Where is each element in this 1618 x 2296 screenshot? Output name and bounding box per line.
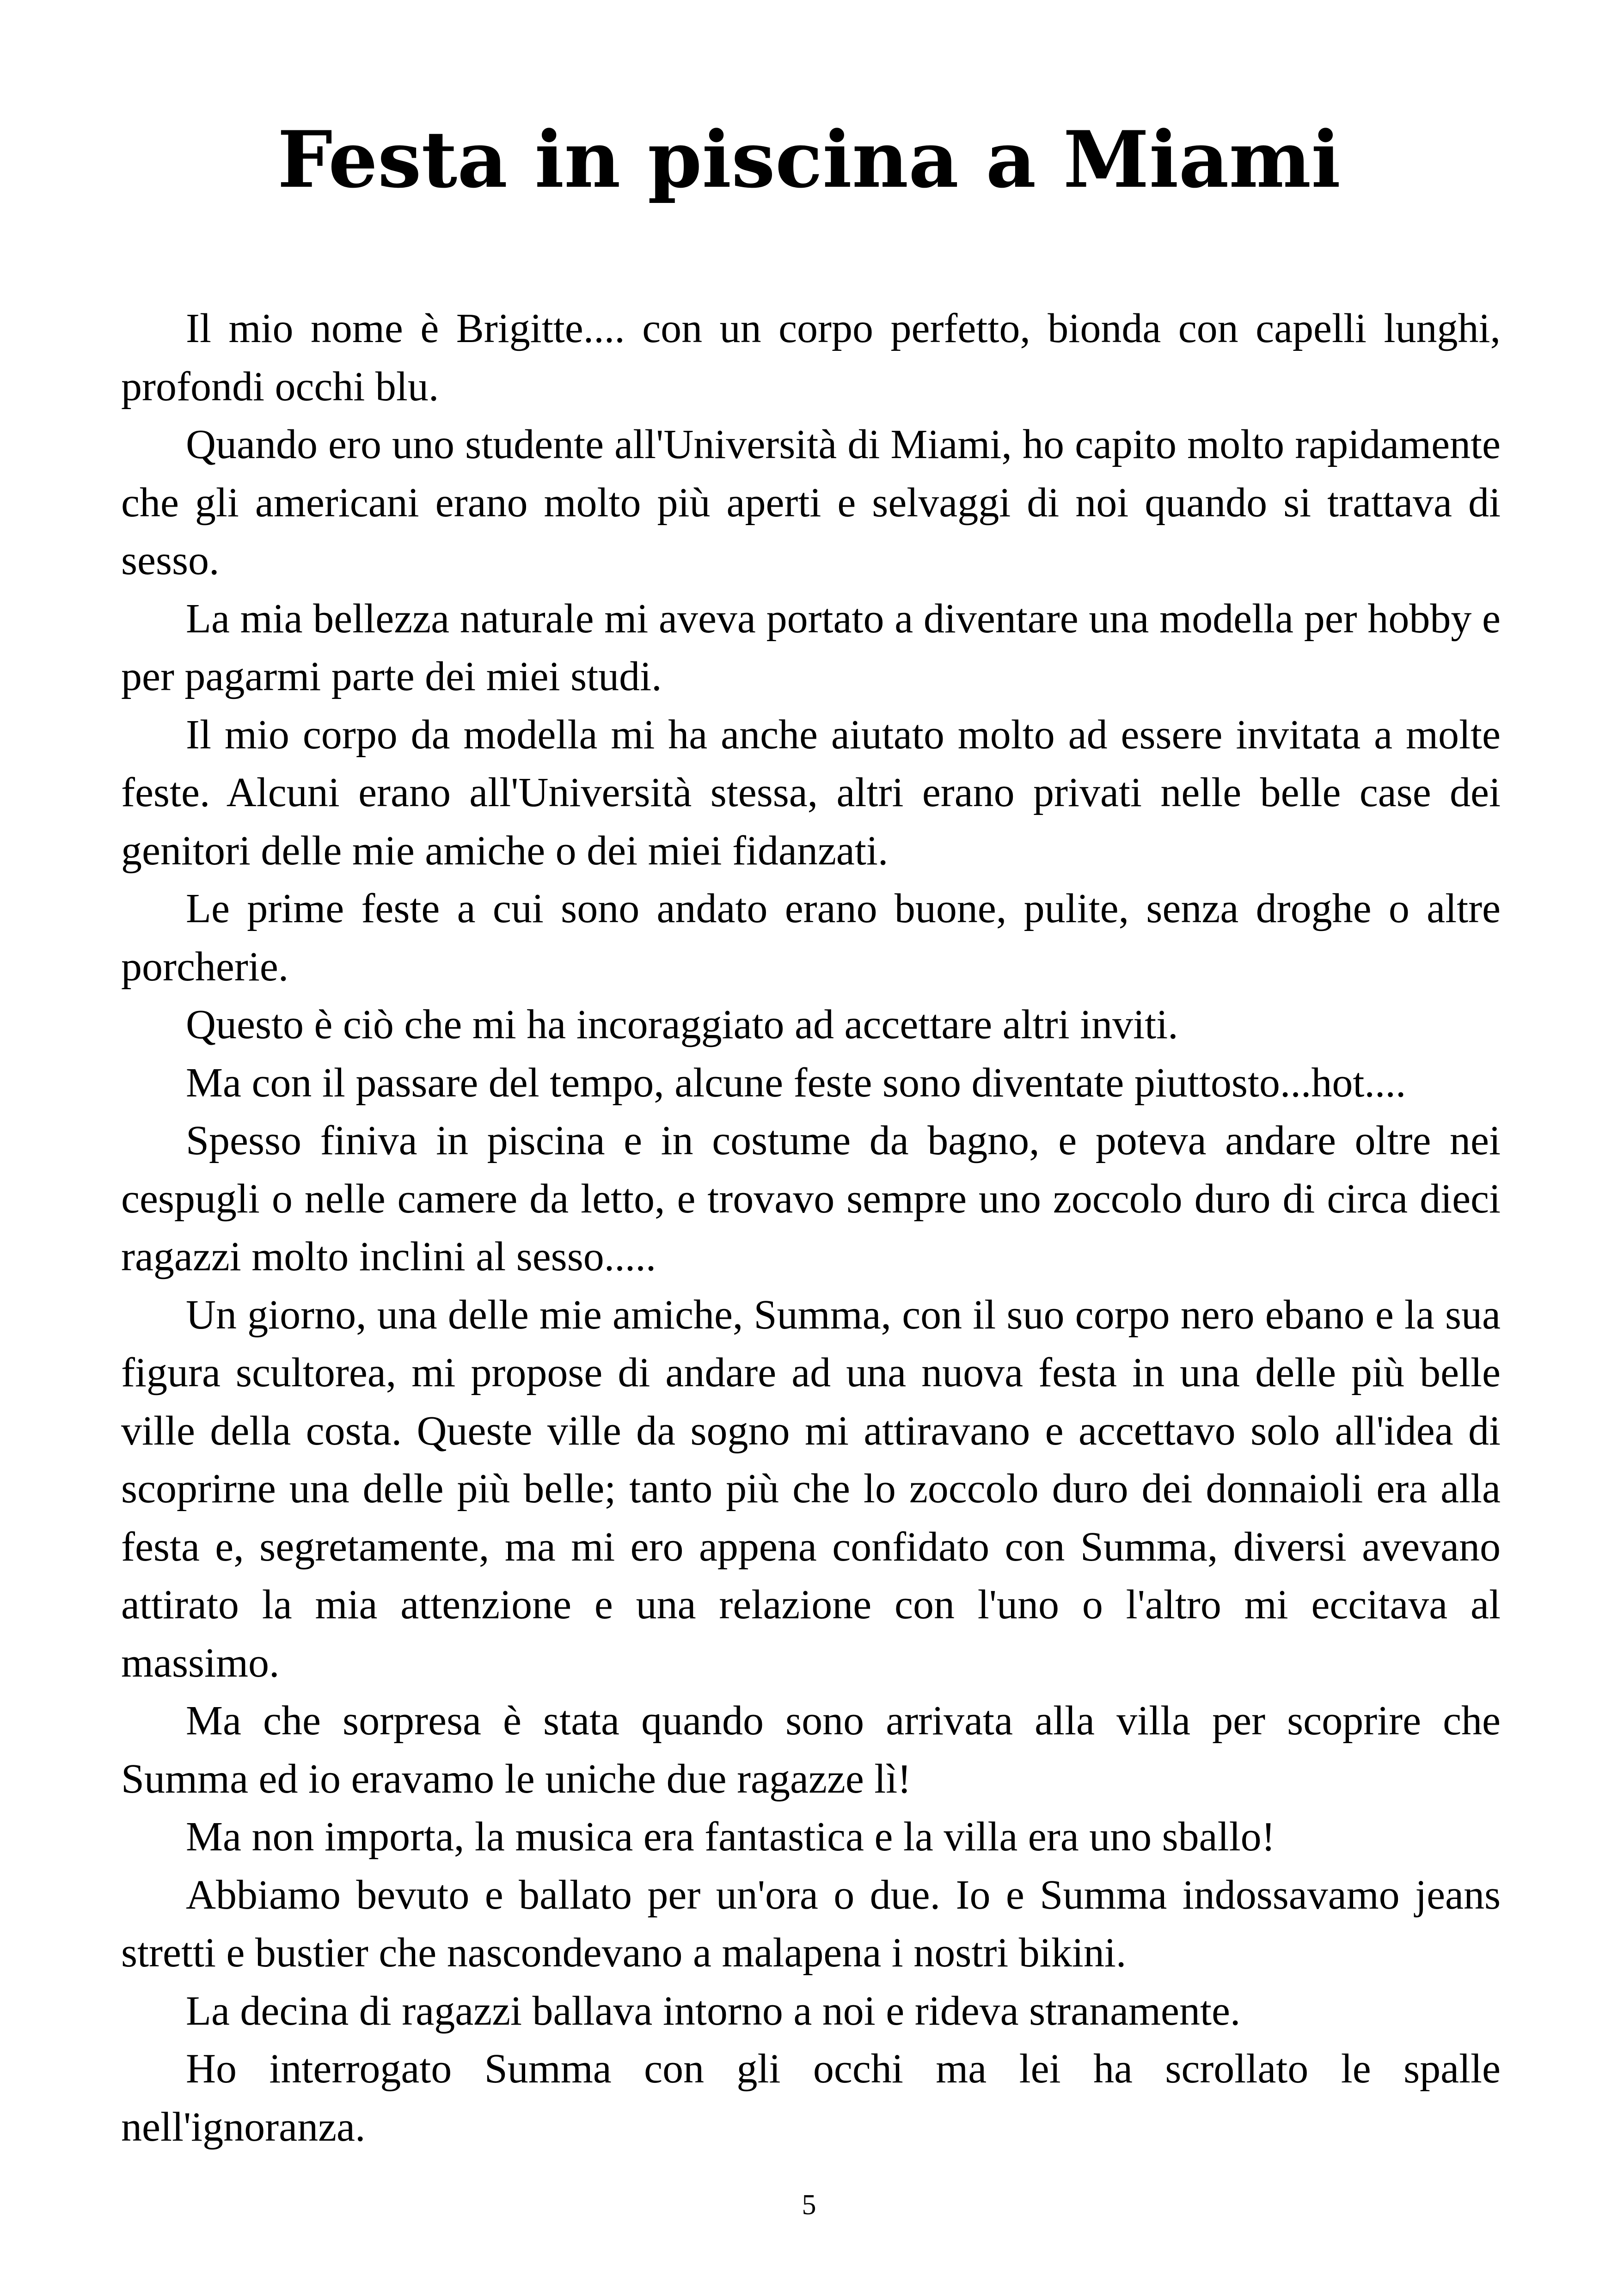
page-number: 5	[802, 2189, 816, 2221]
paragraph-11: Ma non importa, la musica era fantastica e la villa era uno sballo!	[186, 1814, 1275, 1860]
paragraph-6: Questo è ciò che mi ha incoraggiato ad accettare altri inviti.	[186, 1002, 1178, 1047]
paragraph-5: Le prime feste a cui sono andato erano buone, pulite, senza droghe o altre porcherie.	[121, 886, 1501, 990]
paragraph-14: Ho interrogato Summa con gli occhi ma lei ha scrollato le spalle nell'ignoranza.	[121, 2046, 1501, 2150]
paragraph-7: Ma con il passare del tempo, alcune feste sono diventate piuttosto...hot....	[186, 1059, 1406, 1106]
page-title: Festa in piscina a Miami	[277, 114, 1341, 205]
paragraph-10: Ma che sorpresa è stata quando sono arrivata alla villa per scoprire che Summa ed io eravamo le uniche due ragazze lì!	[121, 1698, 1501, 1802]
paragraph-3: La mia bellezza naturale mi aveva portato a diventare una modella per hobby e per pagarmi parte dei miei studi.	[121, 595, 1501, 699]
body-text	[121, 300, 1501, 2156]
paragraph-13: La decina di ragazzi ballava intorno a noi e rideva stranamente.	[186, 1988, 1241, 2034]
paragraph-8: Spesso finiva in piscina e in costume da bagno, e poteva andare oltre nei cespugli o nelle camere da letto, e trovavo sempre uno zoccolo duro di circa dieci ragazzi molto inclini al sesso.....	[121, 1118, 1501, 1280]
paragraph-4: Il mio corpo da modella mi ha anche aiutato molto ad essere invitata a molte feste. Alcuni erano all'Università stessa, altri erano privati nelle belle case dei genitori delle mie amiche o dei miei fidanzati.	[121, 711, 1501, 874]
paragraph-12: Abbiamo bevuto e ballato per un'ora o due. Io e Summa indossavamo jeans stretti e bustier che nascondevano a malapena i nostri bikini.	[121, 1872, 1501, 1976]
paragraph-9: Un giorno, una delle mie amiche, Summa, con il suo corpo nero ebano e la sua figura scultorea, mi propose di andare ad una nuova festa in una delle più belle ville della costa. Queste ville da sogno mi attiravano e accettavo solo all'idea di scoprirne una delle più belle; tanto più che lo zoccolo duro dei donnaioli era alla festa e, segretamente, ma mi ero appena confidato con Summa, diversi avevano attirato la mia attenzione e una relazione con l'uno o l'altro mi eccitava al massimo.	[121, 1292, 1501, 1686]
paragraph-1: Il mio nome è Brigitte.... con un corpo perfetto, bionda con capelli lunghi, profondi occhi blu.	[121, 306, 1501, 410]
paragraph-2: Quando ero uno studente all'Università di Miami, ho capito molto rapidamente che gli americani erano molto più aperti e selvaggi di noi quando si trattava di sesso.	[121, 422, 1501, 583]
